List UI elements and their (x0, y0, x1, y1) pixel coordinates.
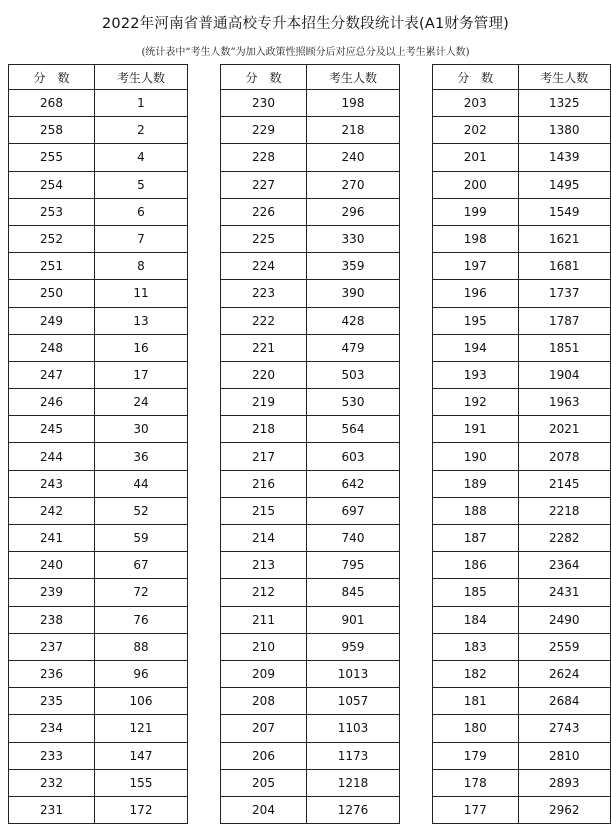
score-cell: 228 (221, 144, 307, 171)
table-row (221, 552, 400, 579)
score-cell: 196 (433, 280, 519, 307)
header-score: 分 数 (9, 65, 95, 90)
count-cell: 16 (95, 334, 188, 361)
table-row (9, 552, 188, 579)
score-cell: 209 (221, 660, 307, 687)
table-row (221, 253, 400, 280)
score-cell: 258 (9, 117, 95, 144)
score-cell: 214 (221, 525, 307, 552)
count-cell: 13 (95, 307, 188, 334)
table-row (221, 361, 400, 388)
count-cell: 8 (95, 253, 188, 280)
score-cell: 230 (221, 90, 307, 117)
score-cell: 246 (9, 389, 95, 416)
score-cell: 201 (433, 144, 519, 171)
table-row (433, 144, 611, 171)
score-cell: 211 (221, 606, 307, 633)
count-cell: 172 (95, 796, 188, 823)
count-cell: 218 (307, 117, 400, 144)
table-row (221, 688, 400, 715)
score-cell: 223 (221, 280, 307, 307)
count-cell: 1439 (518, 144, 611, 171)
score-cell: 206 (221, 742, 307, 769)
score-cell: 185 (433, 579, 519, 606)
count-cell: 2145 (518, 470, 611, 497)
score-cell: 191 (433, 416, 519, 443)
score-cell: 183 (433, 633, 519, 660)
count-cell: 96 (95, 660, 188, 687)
score-cell: 195 (433, 307, 519, 334)
count-cell: 2078 (518, 443, 611, 470)
score-cell: 208 (221, 688, 307, 715)
count-cell: 2282 (518, 525, 611, 552)
count-cell: 76 (95, 606, 188, 633)
count-cell: 795 (307, 552, 400, 579)
score-cell: 235 (9, 688, 95, 715)
count-cell: 2490 (518, 606, 611, 633)
table-header-row (221, 65, 400, 90)
count-cell: 1851 (518, 334, 611, 361)
score-cell: 188 (433, 497, 519, 524)
table-row (221, 606, 400, 633)
table-row (221, 796, 400, 823)
count-cell: 1495 (518, 171, 611, 198)
table-row (221, 307, 400, 334)
score-cell: 189 (433, 470, 519, 497)
table-row (221, 90, 400, 117)
score-cell: 182 (433, 660, 519, 687)
table-row (9, 171, 188, 198)
score-cell: 253 (9, 198, 95, 225)
score-cell: 193 (433, 361, 519, 388)
count-cell: 1173 (307, 742, 400, 769)
count-cell: 1681 (518, 253, 611, 280)
score-cell: 234 (9, 715, 95, 742)
table-row (221, 443, 400, 470)
table-row (433, 552, 611, 579)
table-row (9, 416, 188, 443)
score-cell: 198 (433, 225, 519, 252)
table-row (9, 307, 188, 334)
table-row (433, 90, 611, 117)
score-cell: 220 (221, 361, 307, 388)
score-cell: 252 (9, 225, 95, 252)
count-cell: 330 (307, 225, 400, 252)
count-cell: 390 (307, 280, 400, 307)
score-cell: 215 (221, 497, 307, 524)
count-cell: 2364 (518, 552, 611, 579)
count-cell: 17 (95, 361, 188, 388)
score-cell: 243 (9, 470, 95, 497)
count-cell: 2743 (518, 715, 611, 742)
score-cell: 204 (221, 796, 307, 823)
count-cell: 845 (307, 579, 400, 606)
table-row (221, 769, 400, 796)
count-cell: 1621 (518, 225, 611, 252)
score-cell: 217 (221, 443, 307, 470)
score-cell: 192 (433, 389, 519, 416)
count-cell: 503 (307, 361, 400, 388)
table-row (221, 416, 400, 443)
table-row (9, 334, 188, 361)
score-table-1 (8, 64, 188, 824)
score-cell: 233 (9, 742, 95, 769)
count-cell: 1013 (307, 660, 400, 687)
table-row (9, 579, 188, 606)
count-cell: 2021 (518, 416, 611, 443)
table-row (433, 660, 611, 687)
table-row (433, 198, 611, 225)
score-cell: 231 (9, 796, 95, 823)
score-cell: 240 (9, 552, 95, 579)
score-cell: 180 (433, 715, 519, 742)
count-cell: 530 (307, 389, 400, 416)
table-row (9, 470, 188, 497)
table-row (9, 796, 188, 823)
score-cell: 245 (9, 416, 95, 443)
score-table-3 (432, 64, 611, 824)
count-cell: 1904 (518, 361, 611, 388)
score-cell: 244 (9, 443, 95, 470)
table-row (9, 90, 188, 117)
table-row (221, 225, 400, 252)
table-row (9, 443, 188, 470)
table-row (221, 742, 400, 769)
score-cell: 181 (433, 688, 519, 715)
score-cell: 239 (9, 579, 95, 606)
score-cell: 202 (433, 117, 519, 144)
table-row (433, 225, 611, 252)
table-row (9, 497, 188, 524)
count-cell: 2893 (518, 769, 611, 796)
count-cell: 1 (95, 90, 188, 117)
score-cell: 225 (221, 225, 307, 252)
count-cell: 198 (307, 90, 400, 117)
table-row (9, 225, 188, 252)
score-cell: 218 (221, 416, 307, 443)
table-row (221, 334, 400, 361)
table-row (9, 633, 188, 660)
score-cell: 205 (221, 769, 307, 796)
count-cell: 1218 (307, 769, 400, 796)
count-cell: 6 (95, 198, 188, 225)
count-cell: 59 (95, 525, 188, 552)
score-cell: 248 (9, 334, 95, 361)
score-cell: 207 (221, 715, 307, 742)
count-cell: 2 (95, 117, 188, 144)
score-cell: 197 (433, 253, 519, 280)
table-row (9, 389, 188, 416)
table-row (433, 307, 611, 334)
table-row (433, 389, 611, 416)
table-row (433, 715, 611, 742)
table-row (221, 171, 400, 198)
table-row (9, 660, 188, 687)
table-header-row (433, 65, 611, 90)
count-cell: 2624 (518, 660, 611, 687)
count-cell: 121 (95, 715, 188, 742)
table-row (9, 742, 188, 769)
score-cell: 268 (9, 90, 95, 117)
table-row (9, 769, 188, 796)
header-count: 考生人数 (518, 65, 611, 90)
table-row (433, 796, 611, 823)
table-row (433, 525, 611, 552)
count-cell: 36 (95, 443, 188, 470)
count-cell: 2962 (518, 796, 611, 823)
score-cell: 194 (433, 334, 519, 361)
table-row (221, 525, 400, 552)
table-row (221, 633, 400, 660)
score-table-2 (220, 64, 400, 824)
score-cell: 221 (221, 334, 307, 361)
table-row (433, 579, 611, 606)
table-row (221, 660, 400, 687)
table-row (9, 144, 188, 171)
score-cell: 222 (221, 307, 307, 334)
table-row (433, 416, 611, 443)
count-cell: 296 (307, 198, 400, 225)
table-row (433, 334, 611, 361)
count-cell: 359 (307, 253, 400, 280)
count-cell: 1380 (518, 117, 611, 144)
count-cell: 2684 (518, 688, 611, 715)
score-cell: 255 (9, 144, 95, 171)
table-row (433, 361, 611, 388)
score-cell: 178 (433, 769, 519, 796)
count-cell: 428 (307, 307, 400, 334)
count-cell: 1103 (307, 715, 400, 742)
score-cell: 224 (221, 253, 307, 280)
count-cell: 564 (307, 416, 400, 443)
score-cell: 242 (9, 497, 95, 524)
count-cell: 4 (95, 144, 188, 171)
table-row (221, 715, 400, 742)
table-row (433, 171, 611, 198)
score-cell: 251 (9, 253, 95, 280)
table-row (221, 144, 400, 171)
score-cell: 249 (9, 307, 95, 334)
count-cell: 642 (307, 470, 400, 497)
table-row (433, 117, 611, 144)
header-count: 考生人数 (307, 65, 400, 90)
table-row (9, 198, 188, 225)
score-cell: 227 (221, 171, 307, 198)
score-cell: 238 (9, 606, 95, 633)
score-cell: 203 (433, 90, 519, 117)
count-cell: 240 (307, 144, 400, 171)
count-cell: 1549 (518, 198, 611, 225)
count-cell: 1276 (307, 796, 400, 823)
count-cell: 72 (95, 579, 188, 606)
count-cell: 24 (95, 389, 188, 416)
page-subtitle: (统计表中“考生人数”为加入政策性照顾分后对应总分及以上考生累计人数) (141, 47, 470, 58)
count-cell: 67 (95, 552, 188, 579)
table-row (221, 470, 400, 497)
count-cell: 1787 (518, 307, 611, 334)
count-cell: 959 (307, 633, 400, 660)
table-row (9, 715, 188, 742)
count-cell: 1737 (518, 280, 611, 307)
table-row (433, 470, 611, 497)
table-row (433, 443, 611, 470)
score-cell: 216 (221, 470, 307, 497)
score-cell: 199 (433, 198, 519, 225)
count-cell: 2559 (518, 633, 611, 660)
count-cell: 740 (307, 525, 400, 552)
count-cell: 30 (95, 416, 188, 443)
score-cell: 241 (9, 525, 95, 552)
score-cell: 247 (9, 361, 95, 388)
count-cell: 2810 (518, 742, 611, 769)
table-row (9, 525, 188, 552)
score-cell: 179 (433, 742, 519, 769)
table-row (221, 497, 400, 524)
count-cell: 901 (307, 606, 400, 633)
count-cell: 147 (95, 742, 188, 769)
table-row (9, 688, 188, 715)
count-cell: 5 (95, 171, 188, 198)
count-cell: 2431 (518, 579, 611, 606)
header-score: 分 数 (433, 65, 519, 90)
score-cell: 184 (433, 606, 519, 633)
score-cell: 219 (221, 389, 307, 416)
count-cell: 1963 (518, 389, 611, 416)
count-cell: 88 (95, 633, 188, 660)
table-row (433, 742, 611, 769)
header-count: 考生人数 (95, 65, 188, 90)
score-cell: 212 (221, 579, 307, 606)
score-cell: 229 (221, 117, 307, 144)
table-row (221, 389, 400, 416)
table-row (433, 606, 611, 633)
count-cell: 1325 (518, 90, 611, 117)
table-row (9, 606, 188, 633)
table-row (9, 361, 188, 388)
table-row (221, 280, 400, 307)
count-cell: 1057 (307, 688, 400, 715)
count-cell: 603 (307, 443, 400, 470)
score-cell: 213 (221, 552, 307, 579)
count-cell: 479 (307, 334, 400, 361)
table-row (221, 198, 400, 225)
table-row (433, 280, 611, 307)
table-row (433, 633, 611, 660)
count-cell: 2218 (518, 497, 611, 524)
count-cell: 52 (95, 497, 188, 524)
score-cell: 232 (9, 769, 95, 796)
table-row (9, 253, 188, 280)
table-row (433, 253, 611, 280)
score-cell: 200 (433, 171, 519, 198)
table-row (9, 280, 188, 307)
table-row (221, 579, 400, 606)
score-cell: 226 (221, 198, 307, 225)
count-cell: 7 (95, 225, 188, 252)
score-cell: 250 (9, 280, 95, 307)
count-cell: 155 (95, 769, 188, 796)
score-cell: 186 (433, 552, 519, 579)
table-row (221, 117, 400, 144)
score-cell: 254 (9, 171, 95, 198)
count-cell: 270 (307, 171, 400, 198)
score-cell: 190 (433, 443, 519, 470)
count-cell: 106 (95, 688, 188, 715)
count-cell: 697 (307, 497, 400, 524)
page-title: 2022年河南省普通高校专升本招生分数段统计表(A1财务管理) (101, 16, 510, 32)
table-row (9, 117, 188, 144)
header-score: 分 数 (221, 65, 307, 90)
table-row (433, 497, 611, 524)
score-cell: 187 (433, 525, 519, 552)
score-cell: 237 (9, 633, 95, 660)
count-cell: 44 (95, 470, 188, 497)
table-row (433, 688, 611, 715)
score-cell: 177 (433, 796, 519, 823)
score-cell: 210 (221, 633, 307, 660)
table-row (433, 769, 611, 796)
table-header-row (9, 65, 188, 90)
score-cell: 236 (9, 660, 95, 687)
count-cell: 11 (95, 280, 188, 307)
